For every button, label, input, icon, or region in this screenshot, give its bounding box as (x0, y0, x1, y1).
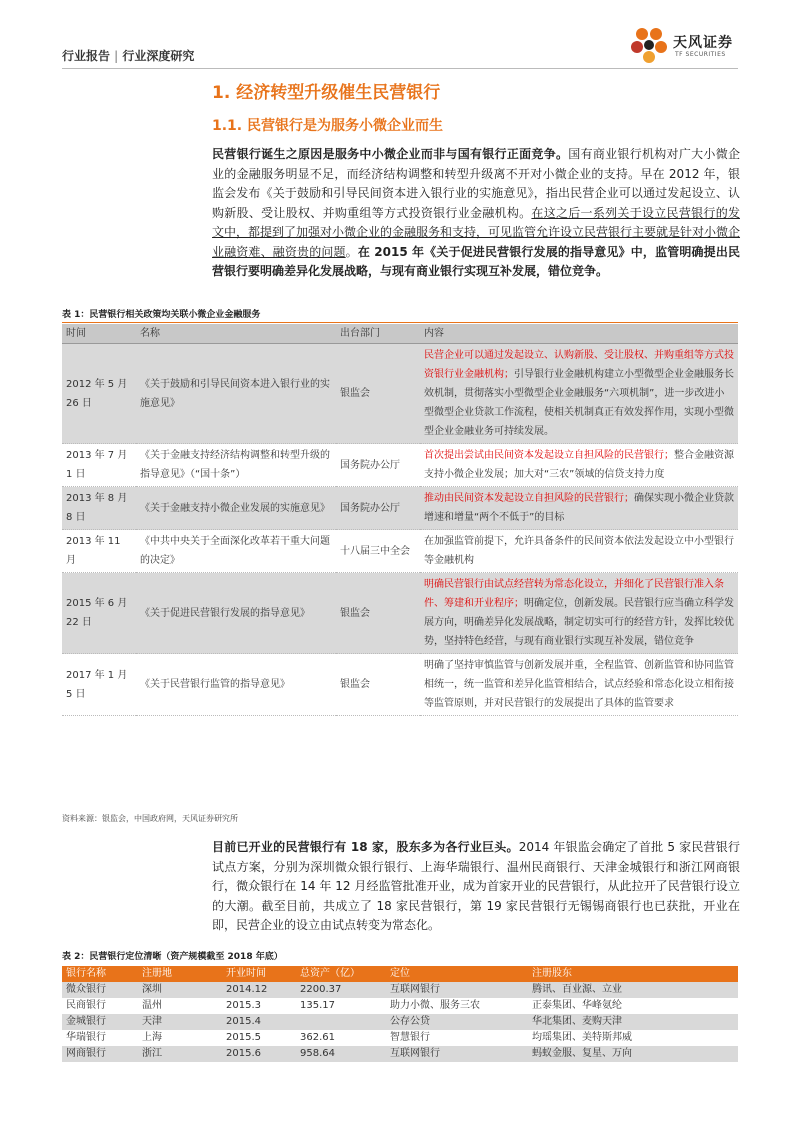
cell-assets: 2200.37 (296, 982, 386, 998)
header-time: 时间 (62, 324, 136, 344)
cell-time: 2017 年 1 月 5 日 (62, 654, 136, 716)
header-positioning: 定位 (386, 966, 528, 982)
table-row (62, 487, 738, 530)
para2-text: 2014 年银监会确定了首批 5 家民营银行试点方案，分别为深圳微众银行银行、上海华瑞银行、温州民商银行、天津金城银行和浙江网商银行，微众银行在 14 年 12 月经监管批准开业，成为首家开业的民营银行，从此拉开了民营银行设立的大潮。截至目前，共成立了 18 家民营银行，第 19 家民营银行无锡锡商银行也已获批，开业在即，民营企业的设立由试点转变为常态化。 (212, 840, 741, 932)
cell-dept: 银监会 (336, 654, 420, 716)
para1-text2: 。 (345, 244, 358, 259)
content-text: 在加强监管前提下，允许具备条件的民间资本依法发起设立中小型银行等金融机构 (424, 536, 734, 566)
cell-location: 深圳 (138, 982, 222, 998)
cell-dept: 十八届三中全会 (336, 530, 420, 573)
cell-content (420, 344, 738, 444)
cell-open-date: 2015.5 (226, 1032, 261, 1043)
content-text: 确保实现小微企业贷款增速和增量“两个不低于”的目标 (424, 493, 734, 523)
highlight-text: 首次提出尝试由民间资本发起设立自担风险的民营银行； (424, 450, 674, 461)
header-assets: 总资产（亿） (296, 966, 386, 982)
cell-bank: 网商银行 (62, 1046, 138, 1062)
cell-name: 《关于民营银行监管的指导意见》 (136, 654, 336, 716)
cell-positioning: 互联网银行 (386, 1046, 528, 1062)
table2-caption: 表 2：民营银行定位清晰（资产规模截至 2018 年底） (62, 952, 283, 962)
cell-content (420, 530, 738, 573)
cell-bank: 微众银行 (62, 982, 138, 998)
table-row (62, 1046, 738, 1062)
highlight-text: 民营企业可以通过发起设立、认购新股、受让股权、并购重组等方式投资银行业金融机构； (424, 350, 734, 380)
cell-shareholders: 均瑶集团、美特斯邦威 (532, 1032, 632, 1043)
cell-time: 2013 年 7 月 1 日 (62, 444, 136, 487)
table-row (62, 654, 738, 716)
cell-content (420, 444, 738, 487)
policy-table (62, 324, 738, 716)
cell-shareholders: 正泰集团、华峰氨纶 (532, 1000, 622, 1011)
para1-lead: 民营银行诞生之原因是服务中小微企业而非与国有银行正面竞争。 (212, 147, 569, 161)
table1-source: 资料来源：银监会，中国政府网，天风证券研究所 (62, 814, 238, 823)
cell-dept: 国务院办公厅 (336, 487, 420, 530)
report-category: 行业深度研究 (122, 49, 195, 63)
table-row (62, 444, 738, 487)
cell-assets (296, 1014, 386, 1030)
cell-assets: 362.61 (300, 1032, 335, 1043)
cell-open-date: 2014.12 (222, 982, 296, 998)
cell-name: 《中共中央关于全面深化改革若干重大问题的决定》 (136, 530, 336, 573)
cell-positioning: 助力小微、服务三农 (390, 1000, 480, 1011)
highlight-text: 推动由民间资本发起设立自担风险的民营银行； (424, 493, 634, 504)
second-paragraph (212, 838, 740, 936)
header-bank: 银行名称 (62, 966, 138, 982)
cell-dept: 银监会 (336, 344, 420, 444)
cell-open-date: 2015.3 (226, 1000, 261, 1011)
logo-name: 天风证券 (673, 35, 733, 51)
cell-location: 天津 (138, 1014, 222, 1030)
table-header-row (62, 324, 738, 344)
para2-lead: 目前已开业的民营银行有 18 家，股东多为各行业巨头。 (212, 840, 519, 854)
content-text: 整合金融资源支持小微企业发展；加大对“三农”领域的信贷支持力度 (424, 450, 734, 480)
content-text: 明确定位，创新发展。民营银行应当确立科学发展方向，明确差异化发展战略，制定切实可行的经营方针，发挥比较优势，坚持特色经营，与现有商业银行实现互补发展，错位竞争 (424, 598, 734, 647)
header-content: 内容 (420, 324, 738, 344)
cell-time: 2012 年 5 月 26 日 (62, 344, 136, 444)
cell-location: 温州 (142, 1000, 162, 1011)
cell-content (420, 654, 738, 716)
cell-bank: 民商银行 (66, 1000, 106, 1011)
logo-flower-icon (628, 26, 672, 66)
table-row (62, 998, 738, 1014)
subsection-title: 1.1. 民营银行是为服务小微企业而生 (212, 118, 443, 134)
table1-caption: 表 1：民营银行相关政策均关联小微企业金融服务 (62, 310, 261, 320)
cell-dept: 银监会 (336, 573, 420, 654)
company-logo (628, 26, 740, 66)
para1-underlined: 在这之后一系列关于设立民营银行的发文中，都提到了加强对小微企业的金融服务和支持，可见监管允许设立民营银行主要就是针对小微企业融资难、融资贵的问题 (212, 205, 741, 259)
cell-positioning: 互联网银行 (386, 982, 528, 998)
header-location: 注册地 (138, 966, 222, 982)
cell-bank: 金城银行 (62, 1014, 138, 1030)
para1-tail: 在 2015 年《关于促进民营银行发展的指导意见》中，监管明确提出民营银行要明确差异化发展战略，与现有商业银行实现互补发展，错位竞争。 (212, 244, 740, 278)
cell-shareholders: 腾讯、百业源、立业 (528, 982, 738, 998)
para1-text: 国有商业银行机构对广大小微企业的金融服务明显不足，而经济结构调整和转型升级离不开对小微企业的支持。早在 2012 年，银监会发布《关于鼓励和引导民间资本进入银行业的实施意见》，指出民营企业可以通过发起设立、认购新股、受让股权、并购重组等方式投资银行业金融机构。 (212, 147, 740, 220)
cell-content (420, 573, 738, 654)
content-text: 明确了坚持审慎监管与创新发展并重，全程监管、创新监管和协同监管相统一，统一监管和差异化监管相结合，试点经验和常态化设立相衔接等监管原则，并对民营银行的发展提出了具体的监管要求 (424, 660, 734, 709)
cell-name: 《关于促进民营银行发展的指导意见》 (136, 573, 336, 654)
cell-content (420, 487, 738, 530)
cell-time: 2013 年 8 月 8 日 (62, 487, 136, 530)
table-row (62, 573, 738, 654)
table-row (62, 1030, 738, 1046)
cell-bank: 华瑞银行 (66, 1032, 106, 1043)
bank-table (62, 966, 738, 1062)
content-text: 引导银行业金融机构建立小型微型企业金融服务长效机制，贯彻落实小型微型企业金融服务“六项机制”，进一步改进小型微型企业贷款工作流程，使相关机制真正有效发挥作用，实现小型微型企业金融业务可持续发展。 (424, 369, 734, 437)
cell-name: 《关于金融支持小微企业发展的实施意见》 (136, 487, 336, 530)
table-header-row (62, 966, 738, 982)
cell-shareholders: 华北集团、麦购天津 (528, 1014, 738, 1030)
header-open-date: 开业时间 (222, 966, 296, 982)
cell-shareholders: 蚂蚁金服、复星、万向 (528, 1046, 738, 1062)
table-row (62, 530, 738, 573)
logo-subtitle: TF SECURITIES (675, 51, 726, 58)
cell-name: 《关于鼓励和引导民间资本进入银行业的实施意见》 (136, 344, 336, 444)
cell-time: 2015 年 6 月 22 日 (62, 573, 136, 654)
header-shareholders: 注册股东 (528, 966, 738, 982)
cell-assets: 958.64 (296, 1046, 386, 1062)
cell-location: 上海 (142, 1032, 162, 1043)
table-row (62, 982, 738, 998)
header-dept: 出台部门 (336, 324, 420, 344)
highlight-text: 明确民营银行由试点经营转为常态化设立，并细化了民营银行准入条件、筹建和开业程序； (424, 579, 724, 609)
cell-location: 浙江 (138, 1046, 222, 1062)
table1-top-rule (62, 322, 738, 323)
cell-positioning: 智慧银行 (390, 1032, 430, 1043)
cell-positioning: 公存公贷 (386, 1014, 528, 1030)
section-title: 1. 经济转型升级催生民营银行 (212, 83, 441, 103)
table-row (62, 1014, 738, 1030)
report-type: 行业报告 (62, 49, 111, 63)
table-row (62, 344, 738, 444)
header-separator: | (114, 49, 119, 63)
cell-open-date: 2015.6 (222, 1046, 296, 1062)
intro-paragraph (212, 145, 740, 282)
header-divider (62, 68, 738, 69)
header-name: 名称 (136, 324, 336, 344)
cell-open-date: 2015.4 (222, 1014, 296, 1030)
cell-assets: 135.17 (300, 1000, 335, 1011)
cell-dept: 国务院办公厅 (336, 444, 420, 487)
report-header (62, 47, 194, 64)
cell-name: 《关于金融支持经济结构调整和转型升级的指导意见》（“国十条”） (136, 444, 336, 487)
cell-time: 2013 年 11 月 (62, 530, 136, 573)
